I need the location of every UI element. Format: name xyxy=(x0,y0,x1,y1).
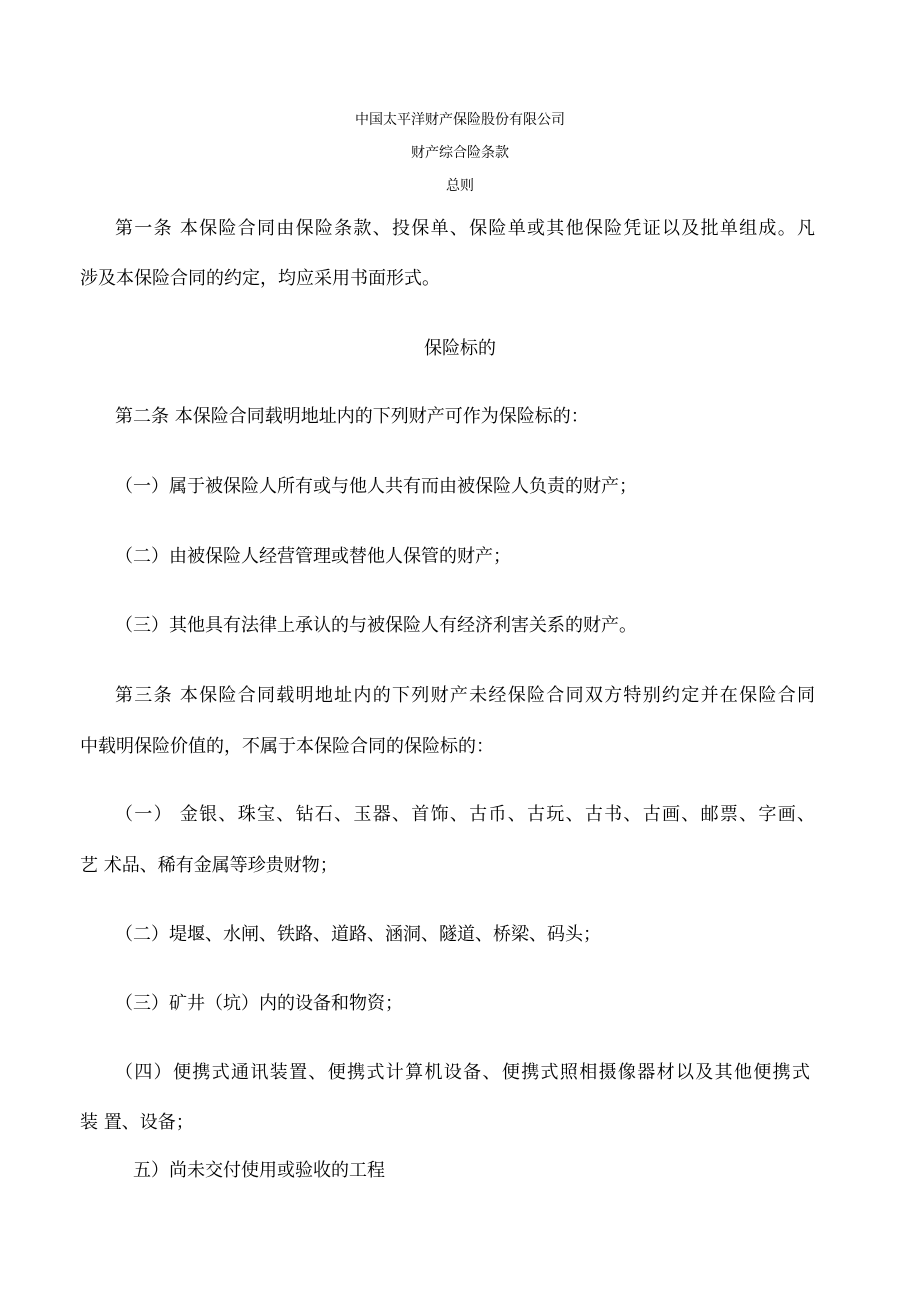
chapter-general-heading: 总则 xyxy=(446,178,474,194)
article3-item3: （三）矿井（坑）内的设备和物资； xyxy=(115,993,403,1014)
article2-item3: （三）其他具有法律上承认的与被保险人有经济利害关系的财产。 xyxy=(115,615,637,636)
article2-item1: （一）属于被保险人所有或与他人共有而由被保险人负责的财产； xyxy=(115,476,637,497)
article3-item1-line1: （一） 金银、珠宝、钻石、玉器、首饰、古币、古玩、古书、古画、邮票、字画、 xyxy=(115,804,815,825)
article1-line1: 第一条 本保险合同由保险条款、投保单、保险单或其他保险凭证以及批单组成。凡 xyxy=(115,218,815,239)
article3-item4-line1: （四）便携式通讯装置、便携式计算机设备、便携式照相摄像器材以及其他便携式 xyxy=(115,1062,810,1083)
article3-intro-line2: 中载明保险价值的，不属于本保险合同的保险标的： xyxy=(80,736,494,757)
article3-intro-line1: 第三条 本保险合同载明地址内的下列财产未经保险合同双方特别约定并在保险合同 xyxy=(115,685,815,706)
article3-item1-line2: 艺 术品、稀有金属等珍贵财物； xyxy=(80,855,338,876)
article3-item5: 五）尚未交付使用或验收的工程 xyxy=(133,1160,385,1181)
article1-line2: 涉及本保险合同的约定，均应采用书面形式。 xyxy=(80,268,440,289)
article2-intro: 第二条 本保险合同载明地址内的下列财产可作为保险标的： xyxy=(115,406,589,427)
chapter-subject-heading: 保险标的 xyxy=(424,338,496,359)
article3-item2: （二）堤堰、水闸、铁路、道路、涵洞、隧道、桥梁、码头； xyxy=(115,924,601,945)
article3-item4-line2: 装 置、设备； xyxy=(80,1112,194,1133)
company-name: 中国太平洋财产保险股份有限公司 xyxy=(355,112,565,128)
article2-item2: （二）由被保险人经营管理或替他人保管的财产； xyxy=(115,546,511,567)
clause-title: 财产综合险条款 xyxy=(411,145,509,161)
